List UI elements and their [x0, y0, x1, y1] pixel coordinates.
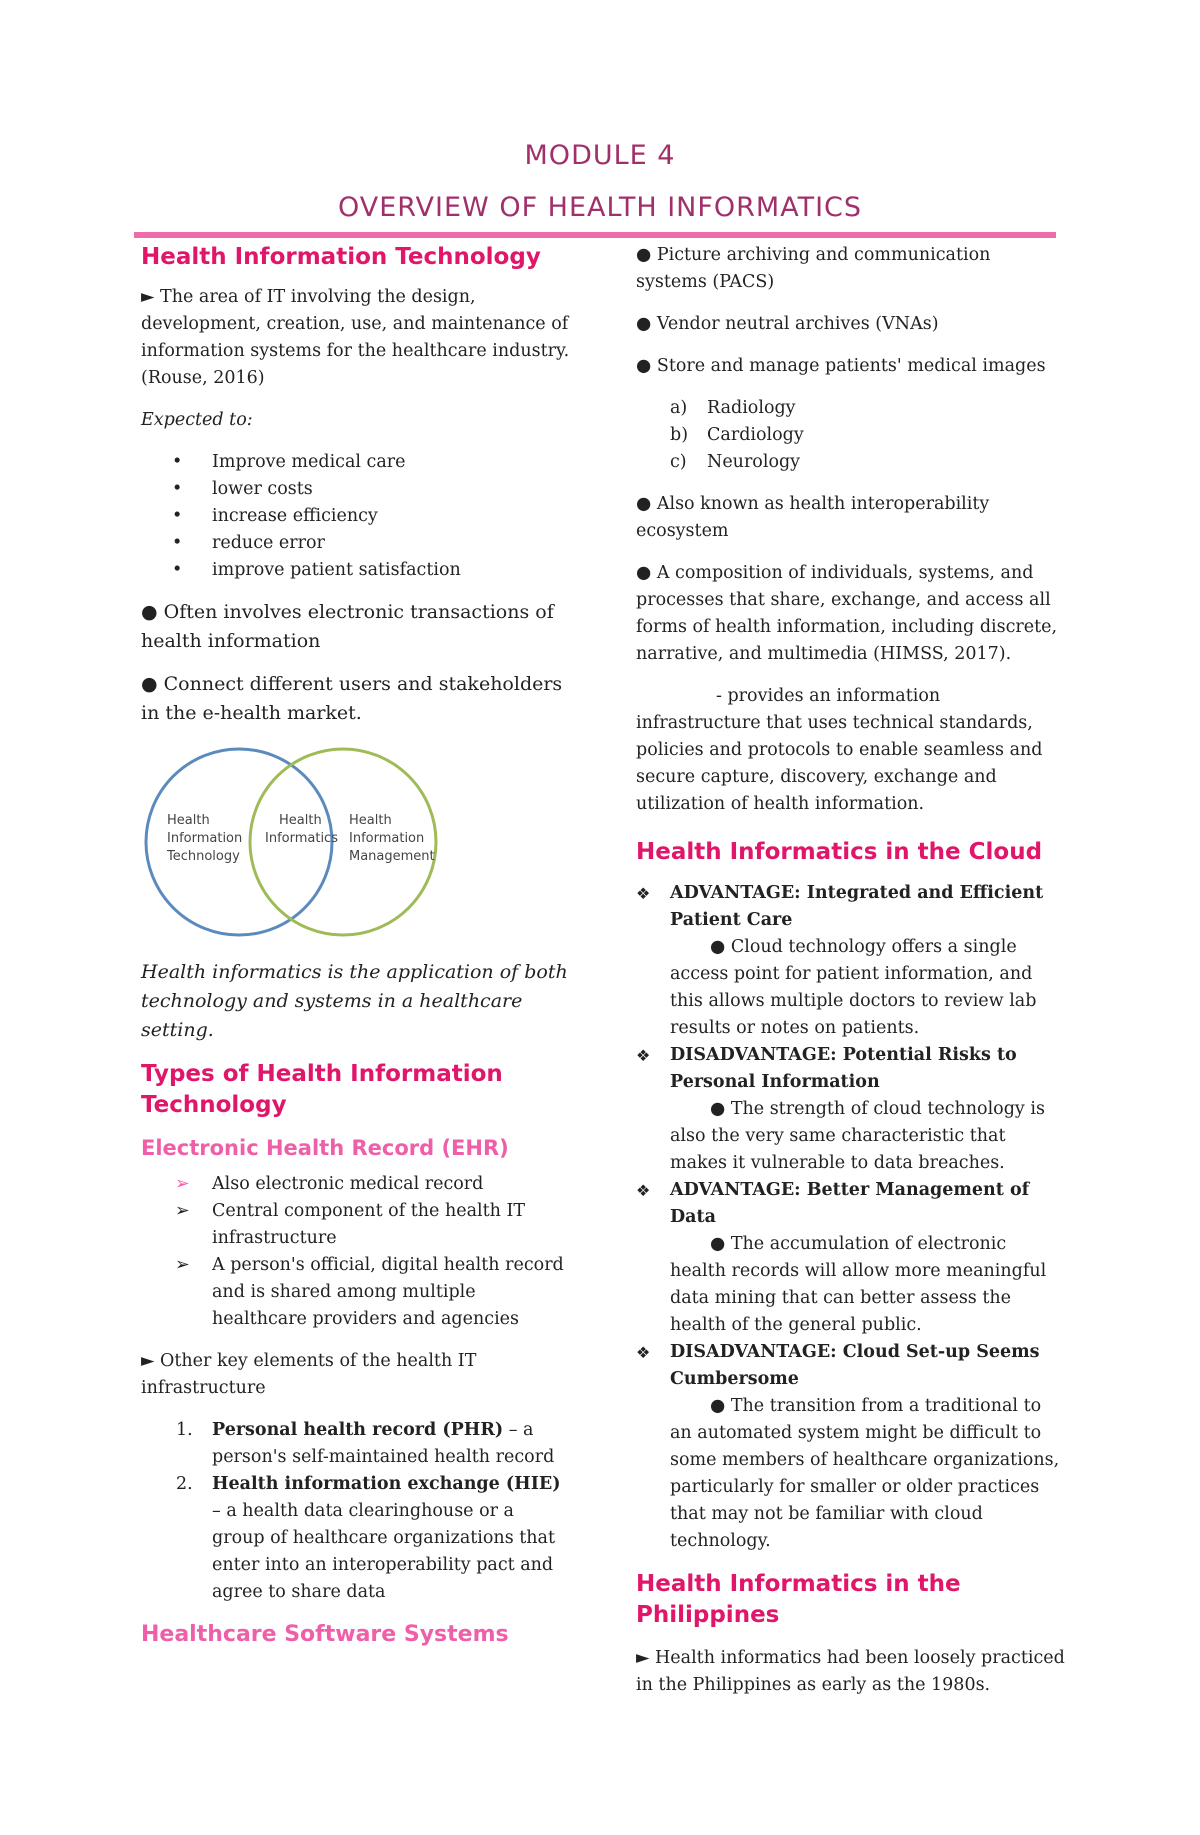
hit-definition: ► The area of IT involving the design, development, creation, use, and maintenance of information systems for the healthcare industry. (Rouse, 2016) [141, 287, 570, 388]
image-types-list [636, 395, 1066, 476]
diamond-bullet-icon: ❖ [636, 884, 651, 903]
composition-point: ● A composition of individuals, systems, and processes that share, exchange, and access all forms of health information, including discrete, narrative, and multimedia (HIMSS, 2017). [636, 563, 1058, 664]
list-item: • reduce error [141, 530, 571, 557]
list-item: ➢ Also electronic medical record [141, 1171, 571, 1198]
hit-heading: Health Information Technology [141, 244, 541, 270]
pacs-point: ● Picture archiving and communication systems (PACS) [636, 245, 991, 292]
other-elements: ► Other key elements of the health IT infrastructure [141, 1351, 477, 1398]
aka-point: ● Also known as health interoperability ecosystem [636, 494, 990, 541]
venn-right-label-1: Health [349, 813, 392, 828]
page-title: OVERVIEW OF HEALTH INFORMATICS [337, 192, 863, 223]
list-item: b) Cardiology [670, 425, 804, 445]
bullet-icon: • [172, 560, 183, 580]
left-column [141, 242, 571, 1650]
list-item: • improve patient satisfaction [141, 557, 571, 584]
venn-caption: Health informatics is the application of both technology and systems in a healthcare setting. [141, 961, 568, 1041]
ehr-heading: Electronic Health Record (EHR) [141, 1136, 509, 1160]
arrow-bullet-icon: ➢ [175, 1201, 190, 1221]
right-column [636, 242, 1066, 1699]
provides-point: - provides an information infrastructure that uses technical standards, policies and protocols to enable seamless and secure capture, discovery, exchange and utilization of health information. [636, 686, 1043, 814]
list-item: • Improve medical care [141, 449, 571, 476]
venn-left-label-3: Technology [167, 849, 240, 864]
diamond-bullet-icon: ❖ [636, 1181, 651, 1200]
list-item: • increase efficiency [141, 503, 571, 530]
expected-list [141, 449, 571, 584]
ehr-list [141, 1171, 571, 1333]
types-heading: Types of Health Information Technology [141, 1061, 503, 1118]
bullet-icon: • [172, 533, 183, 553]
cloud-list [636, 880, 1066, 1555]
store-point: ● Store and manage patients' medical images [636, 356, 1046, 376]
list-item: ➢ A person's official, digital health record and is shared among multiple healthcare providers and agencies [141, 1252, 571, 1333]
list-item: ❖ DISADVANTAGE: Cloud Set-up Seems Cumbersome ● The transition from a traditional to an automated system might be difficult to some members of healthcare organizations, particularly for smaller or older practices that may not be familiar with cloud technology. [636, 1339, 1066, 1555]
venn-center-label-2: Informatics [265, 831, 338, 846]
cloud-heading: Health Informatics in the Cloud [636, 839, 1043, 865]
philippines-text: ► Health informatics had been loosely practiced in the Philippines as early as the 1980s. [636, 1648, 1065, 1695]
venn-right-label-2: Information [349, 831, 425, 846]
arrow-bullet-icon: ➢ [175, 1174, 190, 1194]
list-item: c) Neurology [670, 452, 801, 472]
point-connect-users: ● Connect different users and stakeholders in the e-health market. [141, 673, 563, 724]
list-item: ❖ ADVANTAGE: Integrated and Efficient Patient Care ● Cloud technology offers a single access point for patient information, and this allows multiple doctors to review lab results or notes on patients. [636, 880, 1066, 1042]
list-item: a) Radiology [670, 398, 796, 418]
numbered-list [141, 1417, 571, 1606]
venn-left-label-1: Health [167, 813, 210, 828]
venn-diagram [141, 742, 471, 942]
list-item: ❖ ADVANTAGE: Better Management of Data ● The accumulation of electronic health records will allow more meaningful data mining that can better assess the health of the general public. [636, 1177, 1066, 1339]
arrow-bullet-icon: ➢ [175, 1255, 190, 1275]
list-item: ➢ Central component of the health IT infrastructure [141, 1198, 571, 1252]
module-number: MODULE 4 [524, 140, 676, 171]
bullet-icon: • [172, 479, 183, 499]
list-item: • lower costs [141, 476, 571, 503]
diamond-bullet-icon: ❖ [636, 1343, 651, 1362]
list-item: ❖ DISADVANTAGE: Potential Risks to Personal Information ● The strength of cloud technology is also the very same characteristic that makes it vulnerable to data breaches. [636, 1042, 1066, 1177]
diamond-bullet-icon: ❖ [636, 1046, 651, 1065]
expected-label: Expected to: [141, 410, 253, 430]
venn-center-label-1: Health [279, 813, 322, 828]
vna-point: ● Vendor neutral archives (VNAs) [636, 314, 939, 334]
list-item: 2. Health information exchange (HIE) – a health data clearinghouse or a group of healthcare organizations that enter into an interoperability pact and agree to share data [176, 1474, 561, 1602]
bullet-icon: • [172, 452, 183, 472]
venn-right-label-3: Management [349, 849, 435, 864]
bullet-icon: • [172, 506, 183, 526]
philippines-heading: Health Informatics in the Philippines [636, 1571, 961, 1628]
list-item: 1. Personal health record (PHR) – a person's self-maintained health record [176, 1420, 555, 1467]
point-electronic-transactions: ● Often involves electronic transactions of health information [141, 601, 554, 652]
software-heading: Healthcare Software Systems [141, 1622, 509, 1647]
venn-left-label-2: Information [167, 831, 243, 846]
title-rule [134, 232, 1056, 238]
